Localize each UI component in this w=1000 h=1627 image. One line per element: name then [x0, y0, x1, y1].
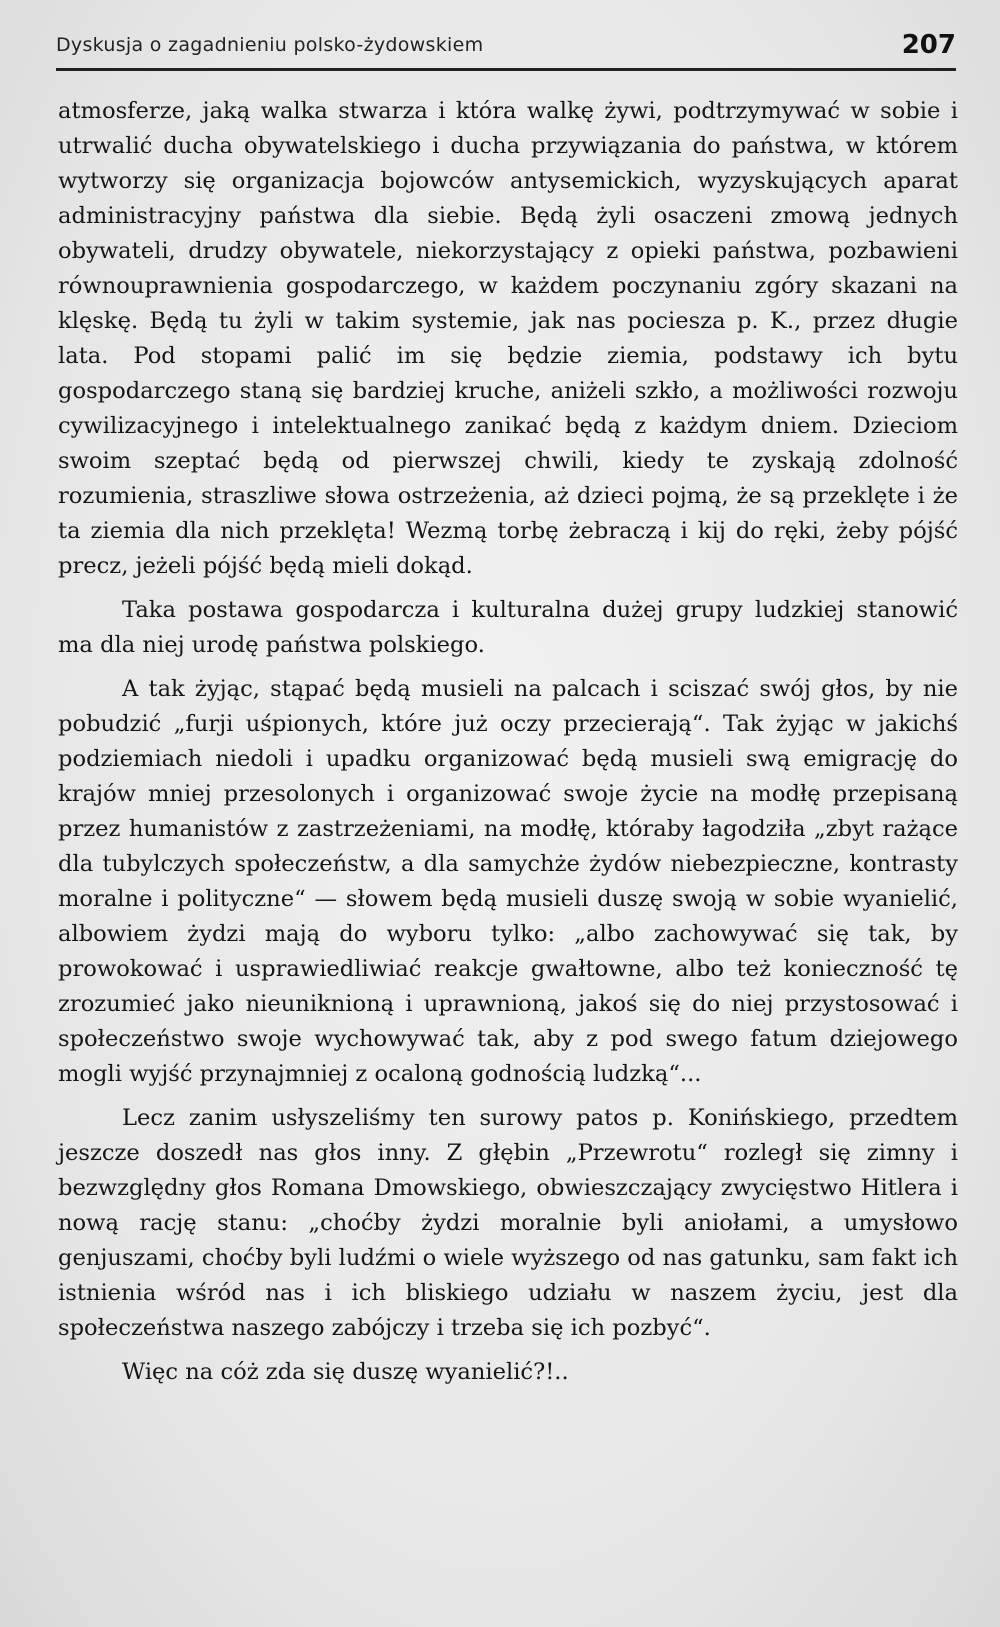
paragraph: Taka postawa gospodarcza i kulturalna dużej grupy ludzkiej stanowić ma dla niej urodę państwa polskiego. — [58, 597, 958, 658]
body-text — [58, 94, 958, 1390]
page-number: 207 — [901, 30, 956, 60]
paragraph: Lecz zanim usłyszeliśmy ten surowy patos p. Konińskiego, przedtem jeszcze doszedł nas głos inny. Z głębin „Przewrotu“ rozległ się zimny i bezwzględny głos Romana Dmowskiego, obwieszczający zwycięstwo Hitlera i nową rację stanu: „choćby żydzi moralnie byli aniołami, a umysłowo genjuszami, choćby byli ludźmi o wiele wyższego od nas gatunku, sam fakt ich istnienia wśród nas i ich bliskiego udziału w naszem życiu, jest dla społeczeństwa naszego zabójczy i trzeba się ich pozbyć“. — [58, 1105, 958, 1341]
paragraph: Więc na cóż zda się duszę wyanielić?!.. — [122, 1359, 569, 1385]
paragraph: A tak żyjąc, stąpać będą musieli na palcach i sciszać swój głos, by nie pobudzić „furji uśpionych, które już oczy przecierają“. Tak żyjąc w jakichś podziemiach niedoli i upadku organizować będą musieli swą emigrację do krajów mniej przesolonych i organizować swoje życie na modłę przepisaną przez humanistów z zastrzeżeniami, na modłę, któraby łagodziła „zbyt rażące dla tubylczych społeczeństw, a dla samychże żydów niebezpieczne, kontrasty moralne i polityczne“ — słowem będą musieli duszę swoją w sobie wyanielić, albowiem żydzi mają do wyboru tylko: „albo zachowywać się tak, by prowokować i usprawiedliwiać reakcje gwałtowne, albo też konieczność tę zrozumieć jako nieuniknioną i uprawnioną, jakoś się do niej przystosować i społeczeństwo swoje wychowywać tak, aby z pod swego fatum dziejowego mogli wyjść przynajmniej z ocaloną godnością ludzką“... — [58, 676, 958, 1087]
running-head: Dyskusja o zagadnieniu polsko-żydowskiem — [56, 34, 484, 56]
page-header — [56, 28, 956, 72]
header-rule — [56, 68, 956, 71]
paragraph-continuation: atmosferze, jaką walka stwarza i która walkę żywi, podtrzymywać w sobie i utrwalić ducha obywatelskiego i ducha przywiązania do państwa, w którem wytworzy się organizacja bojowców antysemickich, wyzyskujących aparat administracyjny państwa dla siebie. Będą żyli osaczeni zmową jednych obywateli, drudzy obywatele, niekorzystający z opieki państwa, pozbawieni równouprawnienia gospodarczego, w każdem poczynaniu zgóry skazani na klęskę. Będą tu żyli w takim systemie, jak nas pociesza p. K., przez długie lata. Pod stopami palić im się będzie ziemia, podstawy ich bytu gospodarczego staną się bardziej kruche, aniżeli szkło, a możliwości rozwoju cywilizacyjnego i intelektualnego zanikać będą z każdym dniem. Dzieciom swoim szeptać będą od pierwszej chwili, kiedy te zyskają zdolność rozumienia, straszliwe słowa ostrzeżenia, aż dzieci pojmą, że są przeklęte i że ta ziemia dla nich przeklęta! Wezmą torbę żebraczą i kij do ręki, żeby pójść precz, jeżeli pójść będą mieli dokąd. — [58, 98, 958, 579]
